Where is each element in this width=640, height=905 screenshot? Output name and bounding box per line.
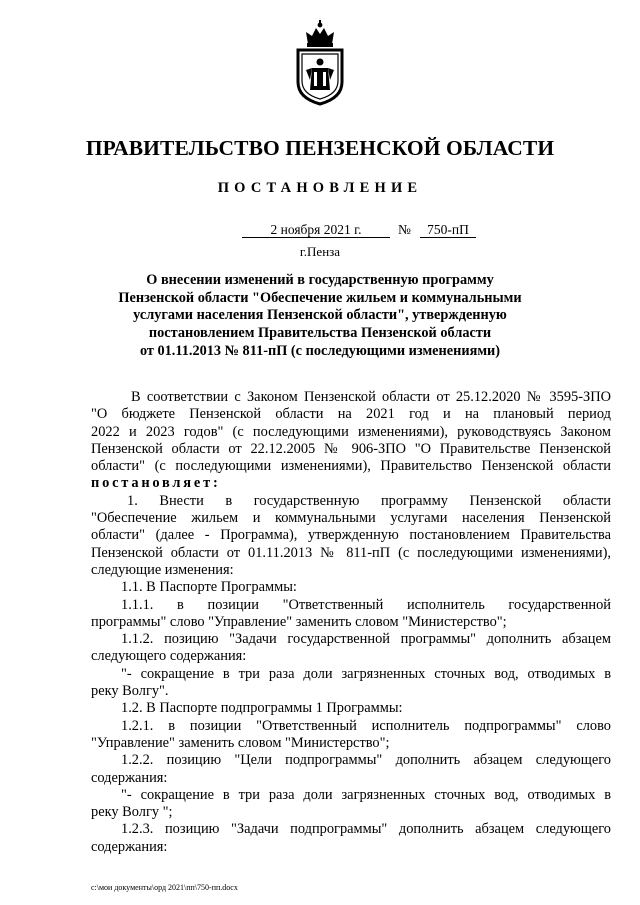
- body-line-decree: постановляет:: [91, 475, 221, 492]
- document-type: ПОСТАНОВЛЕНИЕ: [217, 180, 423, 196]
- body-line: 1.2. В Паспорте подпрограммы 1 Программы:: [121, 700, 403, 717]
- body-line: содержания:: [91, 838, 168, 855]
- document-subject: [110, 272, 530, 361]
- body-line: реку Волгу".: [91, 683, 169, 700]
- body-line: следующего содержания:: [91, 648, 247, 665]
- body-line: 1.2.2. позицию "Цели подпрограммы" дополнить абзацем следующего: [121, 752, 611, 769]
- body-line: 1.2.3. позицию "Задачи подпрограммы" дополнить абзацем следующего: [121, 821, 611, 838]
- body-line: 1.1. В Паспорте Программы:: [121, 579, 297, 596]
- body-line: содержания:: [91, 769, 168, 786]
- body-line: следующие изменения:: [91, 561, 234, 578]
- government-title: ПРАВИТЕЛЬСТВО ПЕНЗЕНСКОЙ ОБЛАСТИ: [85, 136, 555, 160]
- body-line: области" (с последующими изменениями), Правительство Пензенской области: [91, 458, 611, 475]
- document-body: [91, 389, 611, 856]
- subject-line: постановлением Правительства Пензенской области: [148, 325, 492, 342]
- body-line: "- сокращение в три раза доли загрязненных сточных вод, отводимых в: [121, 665, 611, 682]
- body-line: 2022 и 2023 годов" (с последующими изменениями), руководствуясь Законом: [91, 423, 611, 440]
- subject-line: от 01.11.2013 № 811-пП (с последующими изменениями): [139, 342, 501, 359]
- subject-line: услугами населения Пензенской области", утвержденную: [133, 307, 507, 324]
- body-line: области" (далее - Программа), утвержденную постановлением Правительства: [91, 527, 611, 544]
- body-line: "Управление" заменить словом "Министерство";: [91, 734, 390, 751]
- body-line: Пензенской области от 22.12.2005 № 906-ЗПО "О Правительстве Пензенской: [91, 440, 611, 457]
- subject-line: О внесении изменений в государственную программу: [146, 272, 494, 288]
- file-path-footer: c:\мои документы\орд 2021\пп\750-пп.docx: [91, 883, 238, 892]
- body-line: реку Волгу ";: [91, 804, 173, 821]
- body-line: Пензенской области от 01.11.2013 № 811-пП (с последующими изменениями),: [91, 544, 611, 561]
- city-name: г.Пенза: [299, 244, 341, 259]
- body-line: 1.1.2. позицию "Задачи государственной программы" дополнить абзацем: [121, 631, 611, 648]
- body-line: 1.1.1. в позиции "Ответственный исполнитель государственной: [121, 596, 611, 613]
- body-line: 1. Внести в государственную программу Пензенской области: [127, 492, 611, 509]
- body-line: В соответствии с Законом Пензенской области от 25.12.2020 № 3595-ЗПО: [131, 389, 611, 405]
- body-line: программы" слово "Управление" заменить словом "Министерство";: [91, 613, 507, 630]
- body-line: "Обеспечение жильем и коммунальными услугами населения Пензенской: [91, 510, 611, 527]
- number-sign: №: [398, 222, 411, 237]
- coat-of-arms-emblem: [292, 20, 348, 106]
- body-line: "- сокращение в три раза доли загрязненных сточных вод, отводимых в: [121, 786, 611, 803]
- document-number: 750-пП: [420, 222, 476, 238]
- document-date: 2 ноября 2021 г.: [242, 222, 390, 238]
- body-line: 1.2.1. в позиции "Ответственный исполнитель подпрограммы" слово: [121, 717, 611, 734]
- body-line: "О бюджете Пензенской области на 2021 год и на плановый период: [91, 406, 611, 423]
- subject-line: Пензенской области "Обеспечение жильем и коммунальными: [118, 289, 522, 306]
